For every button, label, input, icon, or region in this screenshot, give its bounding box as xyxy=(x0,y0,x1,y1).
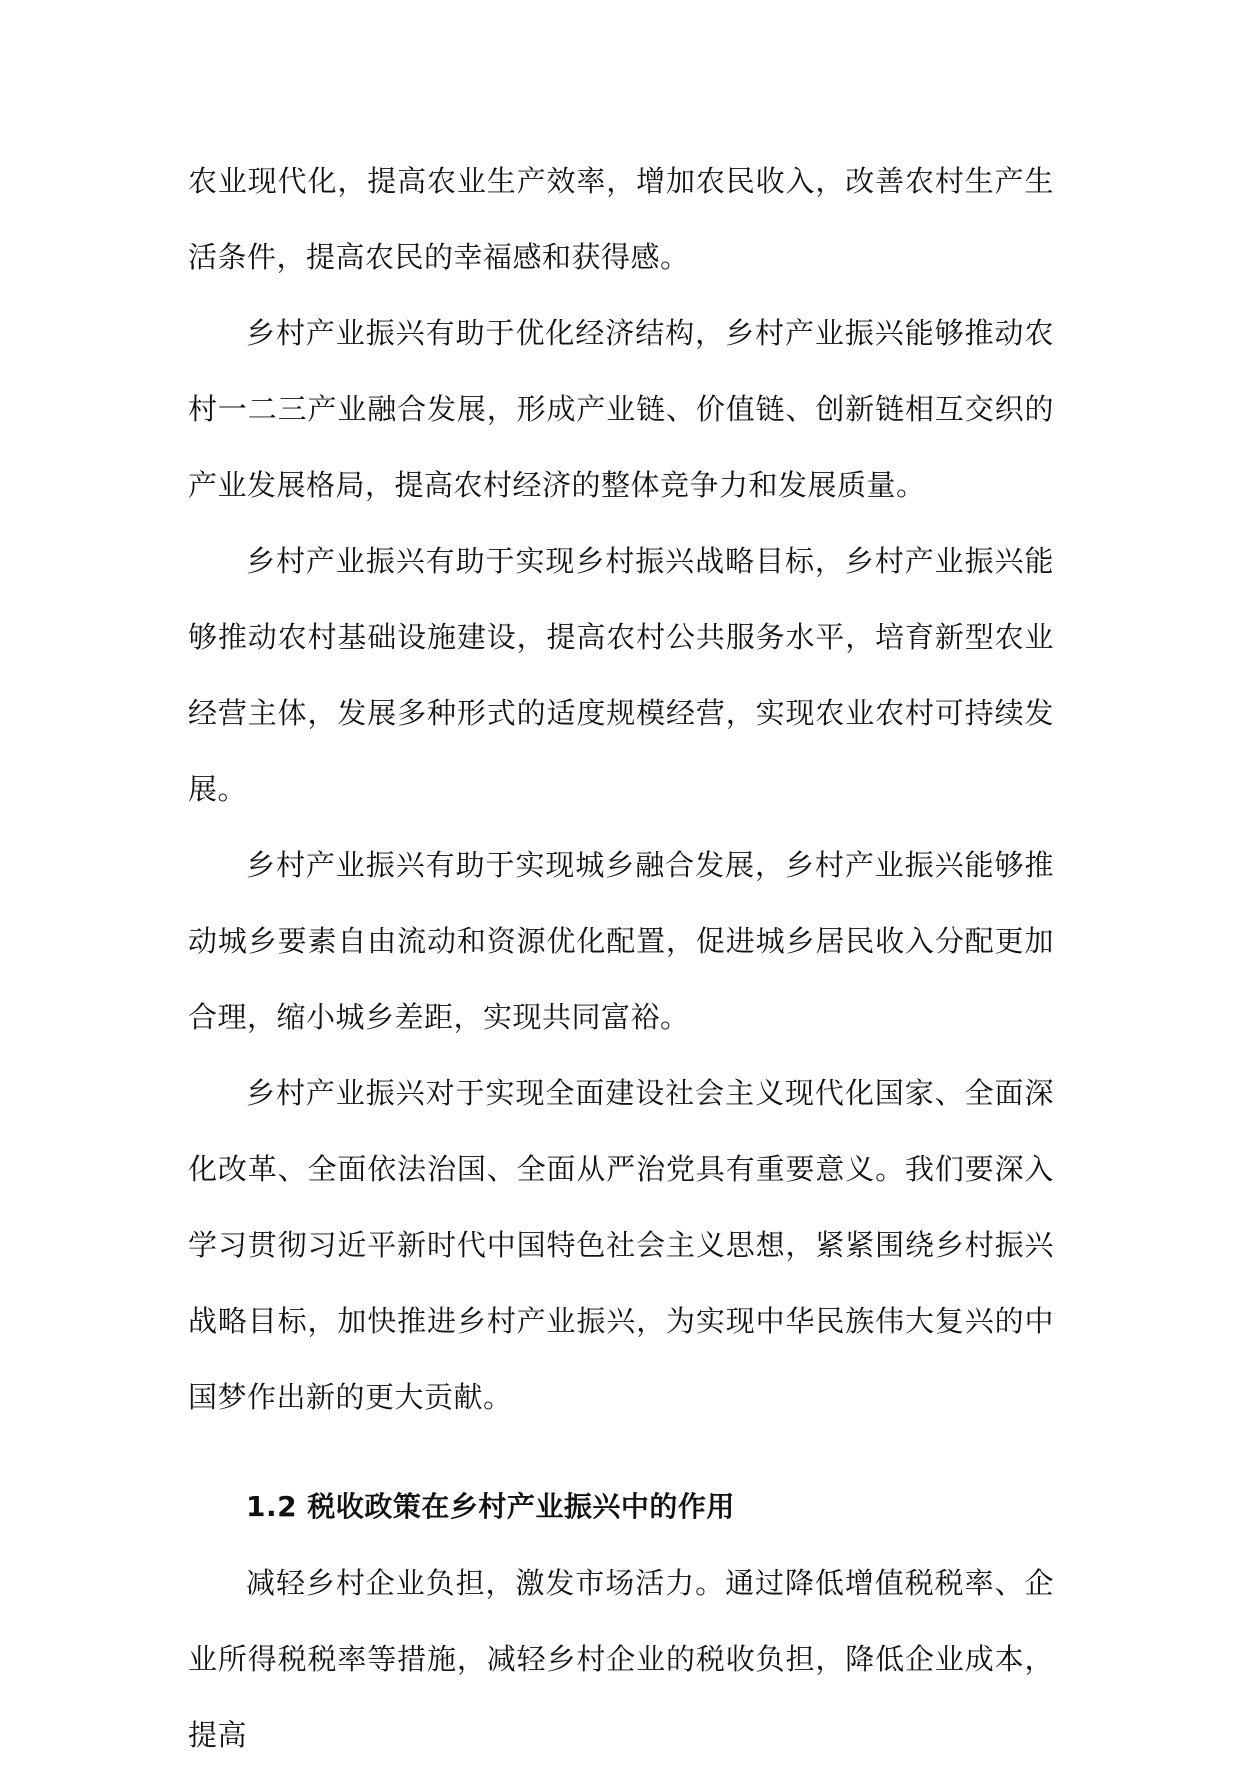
paragraph-strategy-goals: 乡村产业振兴有助于实现乡村振兴战略目标，乡村产业振兴能够推动农村基础设施建设，提高农村公共服务水平，培育新型农业经营主体，发展多种形式的适度规模经营，实现农业农村可持续发展。 xyxy=(188,544,1054,806)
document-page xyxy=(188,143,1054,1773)
paragraph-significance: 乡村产业振兴对于实现全面建设社会主义现代化国家、全面深化改革、全面依法治国、全面从严治党具有重要意义。我们要深入学习贯彻习近平新时代中国特色社会主义思想，紧紧围绕乡村振兴战略目标，加快推进乡村产业振兴，为实现中华民族伟大复兴的中国梦作出新的更大贡献。 xyxy=(188,1076,1054,1414)
section-heading: 1.2 税收政策在乡村产业振兴中的作用 xyxy=(246,1490,735,1523)
paragraph-tax-burden: 减轻乡村企业负担，激发市场活力。通过降低增值税税率、企业所得税税率等措施，减轻乡村企业的税收负担，降低企业成本，提高 xyxy=(188,1566,1054,1752)
paragraph-continued: 农业现代化，提高农业生产效率，增加农民收入，改善农村生产生活条件，提高农民的幸福感和获得感。 xyxy=(188,164,1054,274)
paragraph-economic-structure: 乡村产业振兴有助于优化经济结构，乡村产业振兴能够推动农村一二三产业融合发展，形成产业链、价值链、创新链相互交织的产业发展格局，提高农村经济的整体竞争力和发展质量。 xyxy=(188,316,1054,502)
paragraph-urban-rural-integration: 乡村产业振兴有助于实现城乡融合发展，乡村产业振兴能够推动城乡要素自由流动和资源优化配置，促进城乡居民收入分配更加合理，缩小城乡差距，实现共同富裕。 xyxy=(188,848,1054,1034)
